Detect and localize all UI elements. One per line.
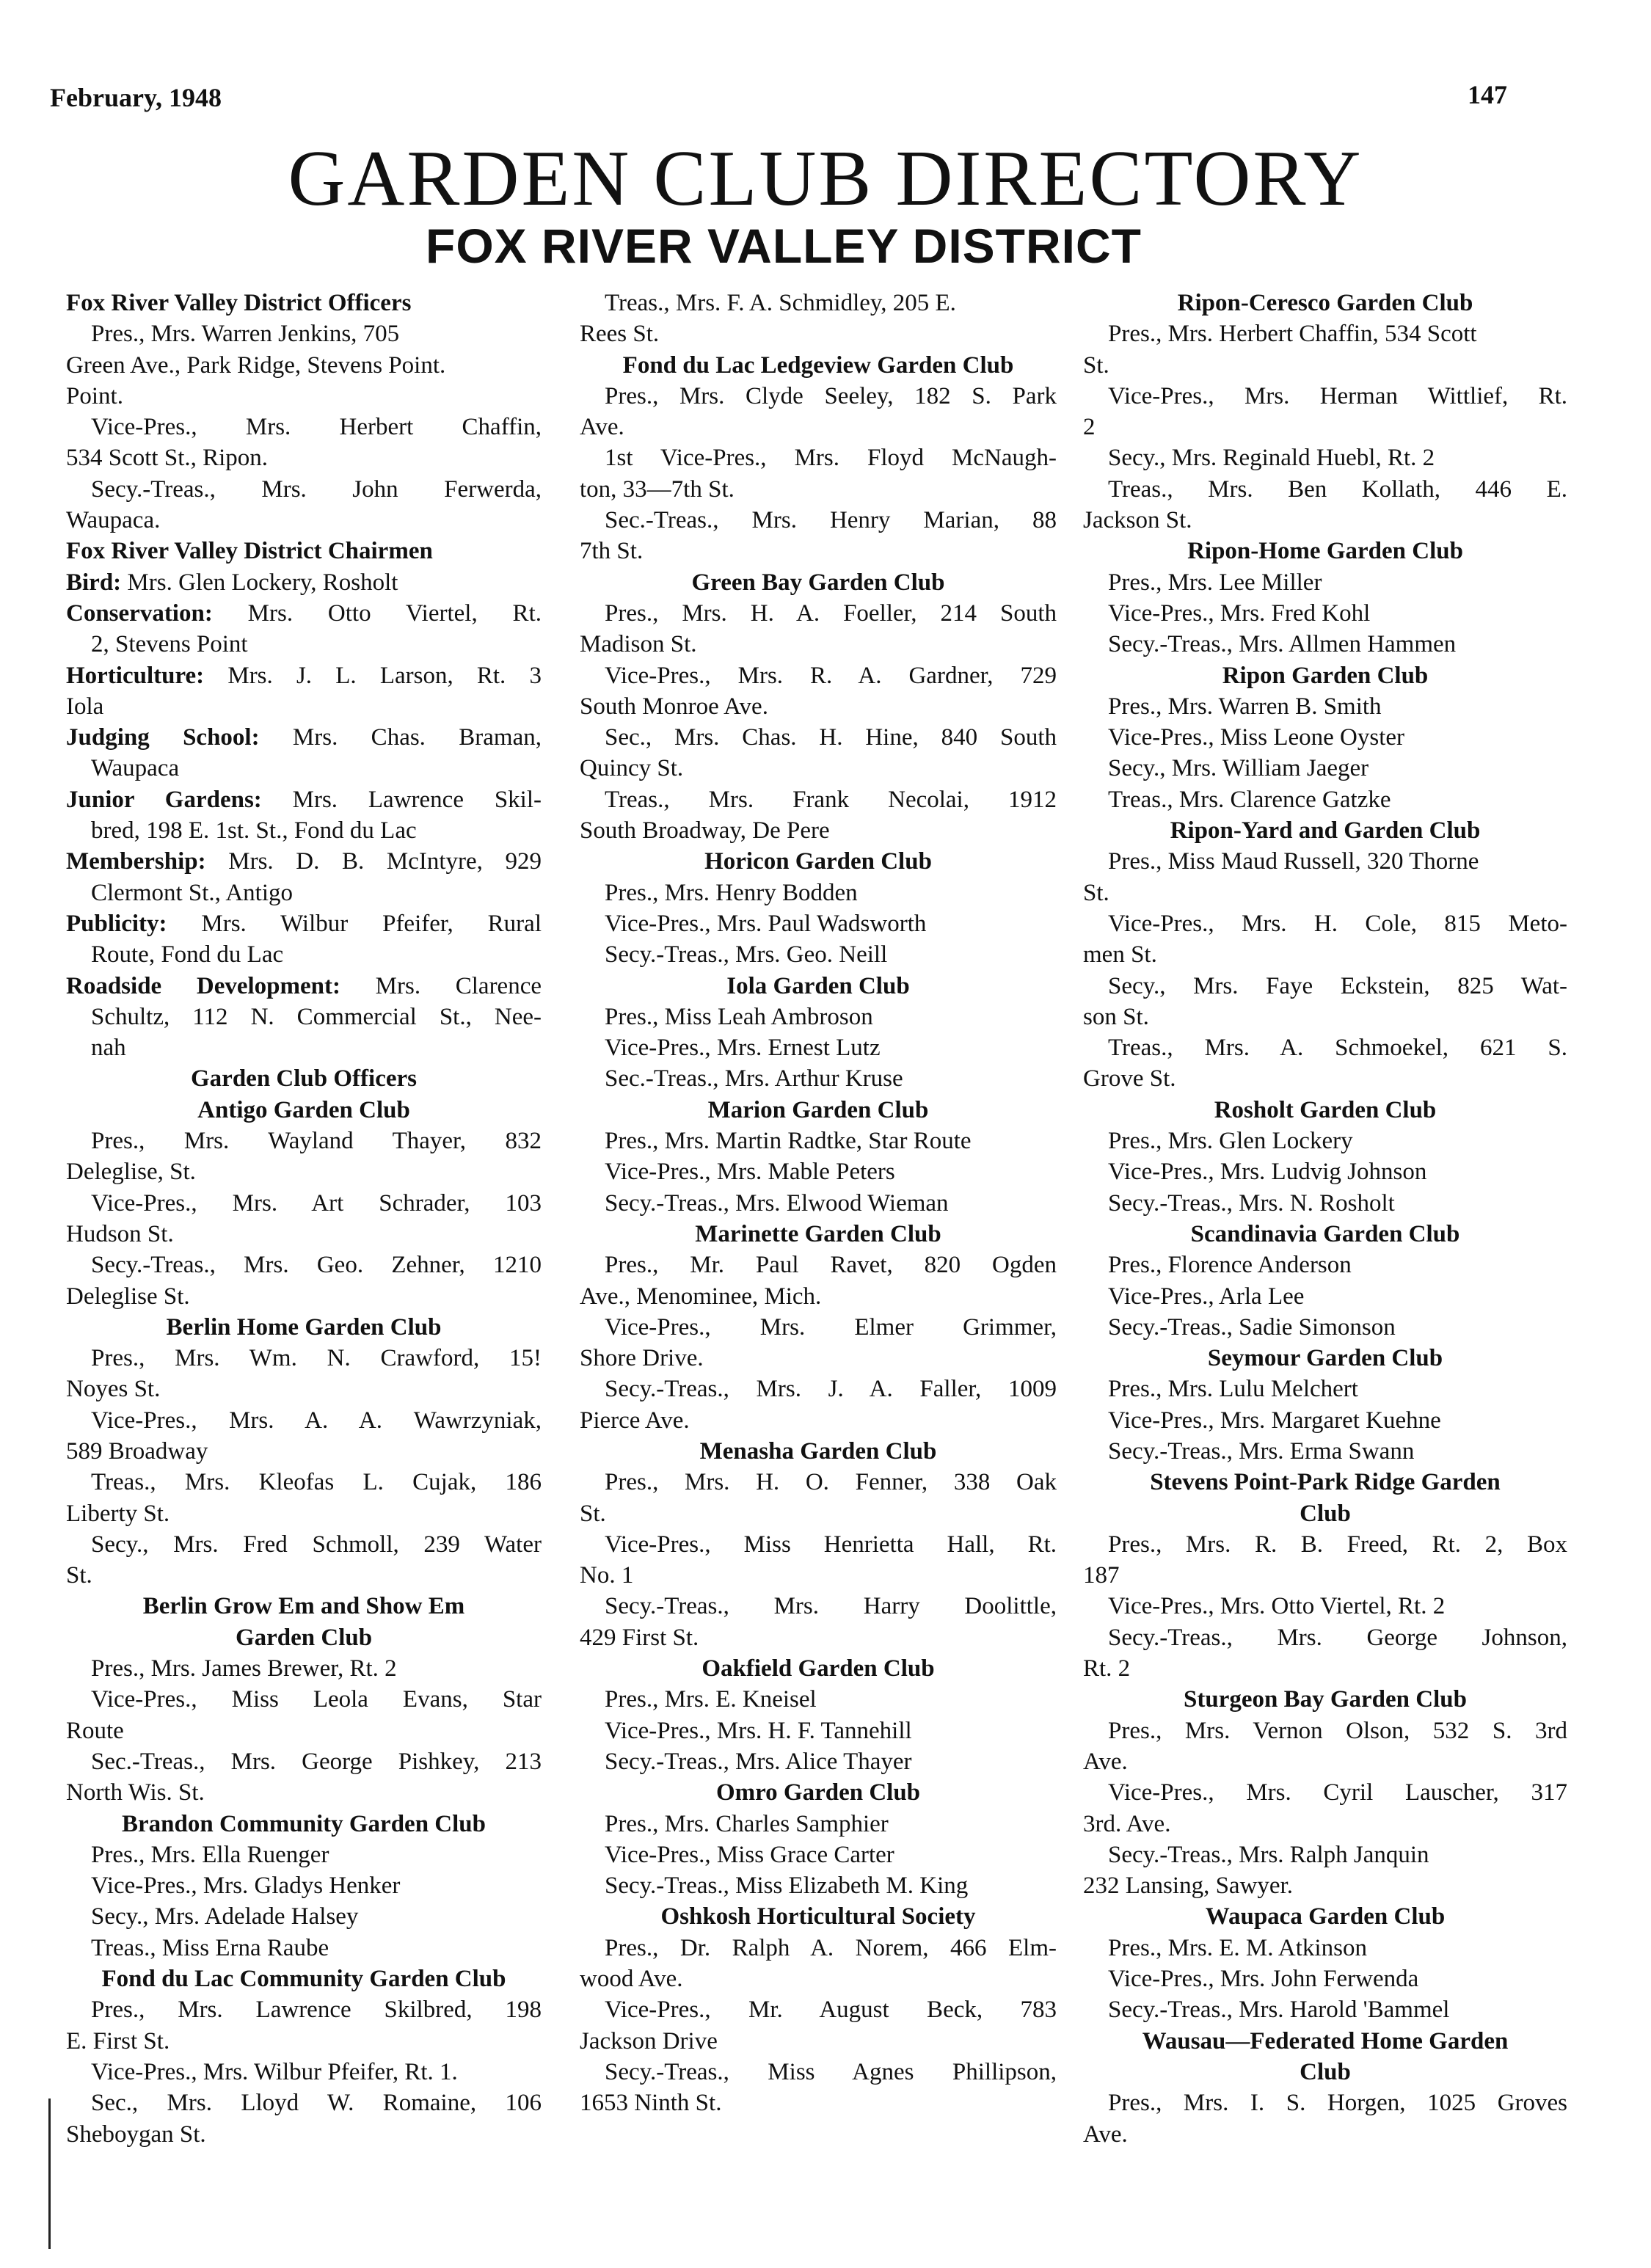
directory-line: 429 First St. [580,1624,699,1651]
directory-line: Vice-Pres., Mrs. Fred Kohl [1108,599,1371,627]
directory-line: nah [91,1035,126,1062]
directory-line: bred, 198 E. 1st. St., Fond du Lac [91,817,417,845]
directory-line: Vice-Pres., Mrs. Art Schrader, 103 [91,1189,542,1217]
chairman-name: Mrs. Otto Viertel, Rt. [212,599,542,627]
club-heading: Garden Club Officers [191,1065,417,1093]
running-header-date: February, 1948 [50,83,222,112]
directory-line: Secy.-Treas., Mrs. Harry Doolittle, [605,1593,1057,1620]
directory-line: Madison St. [580,631,697,658]
directory-line [66,598,542,629]
directory-line: Vice-Pres., Miss Grace Carter [605,1841,894,1868]
directory-line: Pres., Mrs. Warren B. Smith [1108,693,1382,720]
directory-line: Treas., Mrs. Ben Kollath, 446 E. [1108,475,1567,503]
club-heading: Omro Garden Club [715,1779,921,1806]
directory-line: Vice-Pres., Mrs. Mable Peters [605,1159,895,1186]
club-heading: Club [1300,1500,1351,1527]
chairman-role-label: Horticulture: [66,662,205,689]
directory-line: Secy., Mrs. Fred Schmoll, 239 Water [91,1531,542,1558]
directory-line: Rt. 2 [1083,1655,1131,1682]
directory-line: Vice-Pres., Mrs. John Ferwenda [1108,1966,1419,1993]
directory-line [66,567,542,598]
directory-line: Vice-Pres., Mrs. Elmer Grimmer, [605,1313,1057,1341]
directory-line: Secy.-Treas., Mrs. Allmen Hammen [1108,631,1457,658]
club-heading: Fond du Lac Ledgeview Garden Club [622,351,1014,379]
chairman-name: Mrs. Chas. Braman, [259,724,542,751]
chairman-name: Mrs. Wilbur Pfeifer, Rural [167,910,542,937]
directory-line: Secy., Mrs. Faye Eckstein, 825 Wat- [1108,972,1567,999]
club-heading: Oshkosh Horticultural Society [660,1903,976,1930]
directory-line: Vice-Pres., Miss Leone Oyster [1108,724,1405,751]
directory-line: Pres., Miss Maud Russell, 320 Thorne [1108,848,1479,875]
directory-line: son St. [1083,1003,1149,1030]
directory-line: Pres., Mrs. Ella Ruenger [91,1841,329,1868]
club-heading: Brandon Community Garden Club [121,1810,486,1837]
club-heading: Stevens Point-Park Ridge Garden [1150,1469,1501,1496]
directory-line: Secy.-Treas., Mrs. Erma Swann [1108,1437,1415,1465]
directory-line: Secy., Mrs. William Jaeger [1108,755,1369,782]
directory-line: Shore Drive. [580,1345,704,1372]
directory-line: Secy.-Treas., Mrs. John Ferwerda, [91,475,542,503]
directory-line: Vice-Pres., Mrs. Ludvig Johnson [1108,1159,1427,1186]
section-heading: Fox River Valley District Chairmen [66,538,433,565]
club-heading: Marinette Garden Club [695,1220,941,1247]
directory-line: Treas., Mrs. F. A. Schmidley, 205 E. [605,290,956,316]
directory-line: Pres., Mrs. Lee Miller [1108,569,1322,596]
directory-line: Grove St. [1083,1065,1176,1093]
directory-line: Vice-Pres., Miss Henrietta Hall, Rt. [605,1531,1057,1558]
chairman-name: Mrs. D. B. McIntyre, 929 [205,848,542,875]
club-heading: Sturgeon Bay Garden Club [1184,1686,1467,1713]
section-heading: Fox River Valley District Officers [66,290,412,316]
directory-line: Treas., Mrs. A. Schmoekel, 621 S. [1108,1035,1567,1062]
directory-line: Vice-Pres., Mrs. Margaret Kuehne [1108,1407,1441,1434]
club-heading: Rosholt Garden Club [1214,1096,1437,1123]
directory-line: Route [66,1717,124,1744]
directory-line [66,660,542,691]
directory-line: Secy.-Treas., Mrs. George Johnson, [1108,1624,1567,1651]
directory-line: Pres., Mrs. Wayland Thayer, 832 [91,1128,542,1155]
directory-line: Secy., Mrs. Reginald Huebl, Rt. 2 [1108,445,1435,472]
directory-line: Pres., Mrs. Martin Radtke, Star Route [605,1128,972,1155]
club-heading: Berlin Grow Em and Show Em [142,1593,465,1620]
club-heading: Club [1300,2058,1351,2085]
directory-line: 534 Scott St., Ripon. [66,445,269,472]
directory-line: Pres., Mrs. Vernon Olson, 532 S. 3rd [1108,1717,1567,1744]
club-heading: Iola Garden Club [726,972,910,999]
directory-line: Pres., Mrs. Warren Jenkins, 705 [91,321,400,348]
directory-line: Secy.-Treas., Mrs. Alice Thayer [605,1748,912,1775]
club-heading: Berlin Home Garden Club [166,1313,442,1341]
club-heading: Oakfield Garden Club [701,1655,935,1682]
directory-line: Vice-Pres., Mrs. Otto Viertel, Rt. 2 [1108,1593,1446,1620]
directory-line: Route, Fond du Lac [91,941,284,969]
chairman-name: Mrs. J. L. Larson, Rt. 3 [204,662,542,689]
directory-column-3 [1083,288,1567,2150]
directory-line: Vice-Pres., Mrs. Herman Wittlief, Rt. [1108,382,1567,409]
directory-line: Vice-Pres., Mrs. H. F. Tannehill [605,1717,912,1744]
directory-line: Vice-Pres., Mrs. R. A. Gardner, 729 [605,662,1057,689]
directory-line: Vice-Pres., Mrs. Ernest Lutz [605,1035,881,1062]
directory-line: Ave., Menominee, Mich. [580,1283,822,1310]
directory-line: Secy.-Treas., Mrs. Ralph Janquin [1108,1841,1429,1868]
directory-line: Pres., Mrs. Clyde Seeley, 182 S. Park [605,382,1057,409]
directory-line: Liberty St. [66,1500,170,1527]
directory-line: South Broadway, De Pere [580,817,830,845]
directory-line: Secy.-Treas., Mrs. J. A. Faller, 1009 [605,1376,1057,1403]
directory-line: 2, Stevens Point [91,631,248,658]
directory-line: Secy.-Treas., Miss Elizabeth M. King [605,1873,969,1900]
club-heading: Ripon-Home Garden Club [1187,538,1463,565]
directory-line: Vice-Pres., Mrs. Cyril Lauscher, 317 [1108,1779,1567,1806]
directory-line: Pres., Florence Anderson [1108,1252,1352,1279]
directory-line: Pres., Mrs. R. B. Freed, Rt. 2, Box [1108,1531,1567,1558]
directory-line: Pres., Mrs. James Brewer, Rt. 2 [91,1655,397,1682]
directory-line: Pres., Mrs. Herbert Chaffin, 534 Scott [1108,321,1477,348]
club-heading: Ripon Garden Club [1222,662,1429,689]
directory-line: 589 Broadway [66,1437,208,1465]
directory-line: Vice-Pres., Miss Leola Evans, Star [91,1686,542,1713]
directory-line: Pres., Mrs. Henry Bodden [605,879,858,906]
directory-line: Jackson Drive [580,2027,718,2054]
directory-line: St. [66,1562,92,1589]
chairman-role-label: Junior Gardens: [66,786,262,813]
directory-line: Pres., Mrs. I. S. Horgen, 1025 Groves [1108,2090,1567,2117]
directory-line: 7th St. [580,538,644,565]
directory-line: Rees St. [580,321,660,348]
directory-line: St. [1083,879,1109,906]
directory-line [66,846,542,877]
directory-line: ton, 33—7th St. [580,475,735,503]
club-heading: Fond du Lac Community Garden Club [101,1966,506,1993]
directory-line: Vice-Pres., Mrs. Gladys Henker [91,1873,401,1900]
directory-line: Pres., Mrs. Lawrence Skilbred, 198 [91,1997,542,2024]
directory-line: Clermont St., Antigo [91,879,294,906]
directory-line: 2 [1083,414,1096,441]
directory-line: Vice-Pres., Mrs. Paul Wadsworth [605,910,927,937]
directory-line: Sec.-Treas., Mrs. Arthur Kruse [605,1065,903,1093]
club-heading: Wausau—Federated Home Garden [1142,2027,1509,2054]
directory-line: Vice-Pres., Mrs. Wilbur Pfeifer, Rt. 1. [91,2058,458,2085]
directory-line: Treas., Mrs. Clarence Gatzke [1108,786,1391,813]
directory-line: Sec.-Treas., Mrs. Henry Marian, 88 [605,507,1057,534]
page-number: 147 [1468,80,1507,109]
directory-line: Jackson St. [1083,507,1192,534]
chairman-role-label: Bird: [66,569,122,596]
chairman-role-label: Membership: [66,848,206,875]
directory-line: 187 [1083,1562,1120,1589]
directory-line: wood Ave. [580,1966,683,1993]
directory-line: Point. [66,382,123,409]
directory-line: North Wis. St. [66,1779,205,1806]
club-heading: Ripon-Ceresco Garden Club [1177,290,1473,316]
club-heading: Green Bay Garden Club [691,569,945,596]
directory-line: Pres., Mrs. Lulu Melchert [1108,1376,1358,1403]
directory-line: Secy.-Treas., Mrs. Geo. Zehner, 1210 [91,1252,542,1279]
directory-line: Deleglise St. [66,1283,190,1310]
directory-column-1 [66,288,542,2150]
directory-line: Sec., Mrs. Lloyd W. Romaine, 106 [91,2090,542,2117]
directory-line: Treas., Mrs. Frank Necolai, 1912 [605,786,1057,813]
club-heading: Garden Club [235,1624,373,1651]
directory-line: South Monroe Ave. [580,693,768,720]
directory-line: 232 Lansing, Sawyer. [1083,1873,1293,1900]
margin-rule [48,2099,51,2249]
directory-line: E. First St. [66,2027,170,2054]
directory-line: Waupaca [91,755,180,782]
page-title: GARDEN CLUB DIRECTORY [288,135,1363,222]
directory-line: Treas., Mrs. Kleofas L. Cujak, 186 [91,1469,542,1496]
directory-line: Ave. [580,414,624,441]
directory-line: Schultz, 112 N. Commercial St., Nee- [91,1003,542,1030]
directory-line: Secy.-Treas., Mrs. Geo. Neill [605,941,888,969]
directory-line: Pres., Mrs. H. O. Fenner, 338 Oak [605,1469,1057,1496]
directory-line: Secy.-Treas., Sadie Simonson [1108,1313,1396,1341]
directory-line: Deleglise, St. [66,1159,196,1186]
directory-line: No. 1 [580,1562,634,1589]
directory-line: 3rd. Ave. [1083,1810,1171,1837]
chairman-role-label: Judging School: [66,724,260,751]
directory-line [66,908,542,939]
directory-line: Noyes St. [66,1376,161,1403]
directory-line [66,784,542,815]
directory-line: Hudson St. [66,1220,174,1247]
directory-line: Pres., Mr. Paul Ravet, 820 Ogden [605,1252,1057,1279]
club-heading: Seymour Garden Club [1207,1345,1443,1372]
directory-line: men St. [1083,941,1157,969]
directory-line [66,722,542,753]
directory-line: Sec.-Treas., Mrs. George Pishkey, 213 [91,1748,542,1775]
directory-line: Pres., Mrs. Charles Samphier [605,1810,889,1837]
directory-line: St. [1083,351,1109,379]
club-heading: Waupaca Garden Club [1205,1903,1446,1930]
club-heading: Ripon-Yard and Garden Club [1170,817,1481,845]
directory-line: Sheboygan St. [66,2121,206,2148]
directory-line: Green Ave., Park Ridge, Stevens Point. [66,351,446,379]
directory-line: Secy.-Treas., Mrs. N. Rosholt [1108,1189,1395,1217]
directory-line: Pres., Mrs. Glen Lockery [1108,1128,1353,1155]
page-subtitle: FOX RIVER VALLEY DISTRICT [426,219,1142,273]
directory-line: Pres., Dr. Ralph A. Norem, 466 Elm- [605,1934,1057,1961]
directory-line: Quincy St. [580,755,684,782]
directory-line: 1653 Ninth St. [580,2090,722,2117]
club-heading: Menasha Garden Club [699,1437,937,1465]
club-heading: Scandinavia Garden Club [1190,1220,1460,1247]
directory-line: Treas., Miss Erna Raube [91,1934,329,1961]
club-heading: Horicon Garden Club [704,848,932,875]
directory-line: 1st Vice-Pres., Mrs. Floyd McNaugh- [605,445,1057,472]
directory-line: Vice-Pres., Mr. August Beck, 783 [605,1997,1057,2024]
directory-line: Pres., Mrs. Wm. N. Crawford, 15! [91,1345,542,1372]
directory-line [66,971,542,1002]
directory-line: Vice-Pres., Mrs. Herbert Chaffin, [91,414,542,441]
club-heading: Antigo Garden Club [197,1096,410,1123]
directory-line: Ave. [1083,2121,1128,2148]
directory-line: Iola [66,693,104,720]
directory-line: Secy.-Treas., Mrs. Elwood Wieman [605,1189,949,1217]
directory-line: Vice-Pres., Mrs. A. A. Wawrzyniak, [91,1407,542,1434]
directory-line: Vice-Pres., Mrs. H. Cole, 815 Meto- [1108,910,1567,937]
directory-line: Sec., Mrs. Chas. H. Hine, 840 South [605,724,1057,751]
chairman-name: Mrs. Lawrence Skil- [261,786,542,813]
chairman-role-label: Publicity: [66,910,167,937]
directory-line: Vice-Pres., Arla Lee [1108,1283,1305,1310]
directory-line: Waupaca. [66,507,161,534]
directory-line: Secy., Mrs. Adelade Halsey [91,1903,359,1930]
directory-line: Ave. [1083,1748,1128,1775]
directory-line: Pres., Mrs. H. A. Foeller, 214 South [605,599,1057,627]
chairman-role-label: Roadside Development: [66,972,340,999]
chairman-name: Mrs. Clarence [340,972,542,999]
directory-line: Pres., Mrs. E. M. Atkinson [1108,1934,1367,1961]
directory-line: Secy.-Treas., Mrs. Harold 'Bammel [1108,1997,1450,2024]
directory-line: Secy.-Treas., Miss Agnes Phillipson, [605,2058,1057,2085]
directory-line: St. [580,1500,606,1527]
chairman-role-label: Conservation: [66,599,213,627]
directory-column-2 [580,288,1057,2119]
chairman-name: Mrs. Glen Lockery, Rosholt [121,569,398,596]
club-heading: Marion Garden Club [707,1096,929,1123]
directory-line: Pierce Ave. [580,1407,690,1434]
directory-line: Pres., Mrs. E. Kneisel [605,1686,817,1713]
directory-line: Pres., Miss Leah Ambroson [605,1003,873,1030]
